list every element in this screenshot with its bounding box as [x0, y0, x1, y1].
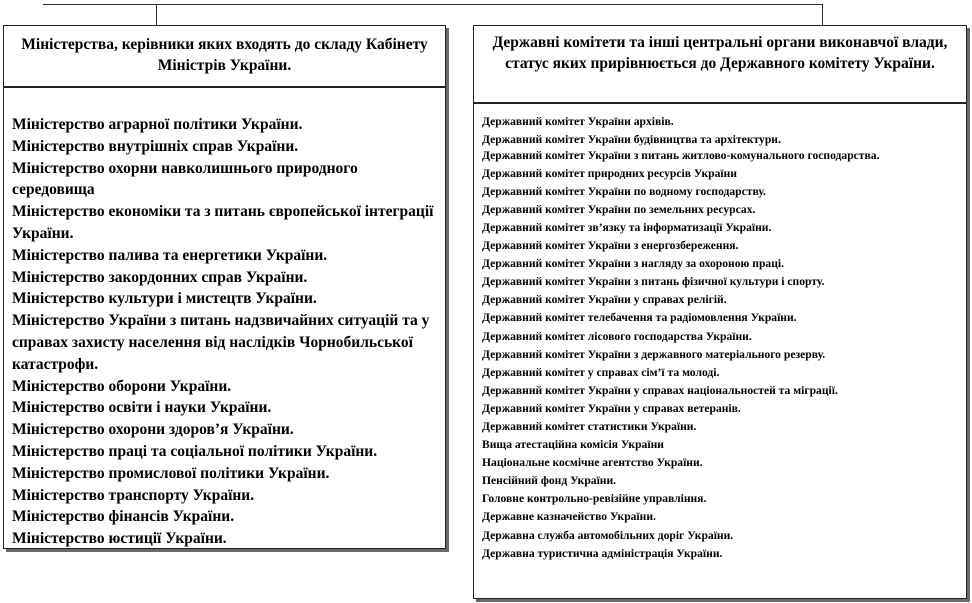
ministry-item: Міністерство аграрної політики України.: [12, 116, 303, 133]
ministries-header-box: [3, 25, 446, 87]
ministry-item: Міністерство фінансів України.: [12, 508, 235, 526]
ministry-item: Міністерство юстиції України.: [12, 530, 227, 548]
committees-header-text: Державні комітети та інші центральні органи виконавчої влади, статус яких прирівнюється до Державного комітету України.: [492, 34, 948, 72]
committee-item: Державна служба автомобільних доріг України.: [482, 528, 734, 542]
connector-line-left: [156, 4, 157, 25]
ministry-item: Міністерство культури і мистецтв України.: [12, 290, 317, 308]
committee-item: Державний комітет природних ресурсів України: [482, 166, 737, 180]
ministry-item: Міністерство оборони України.: [12, 377, 232, 395]
ministry-item: Міністерство внутрішніх справ України.: [12, 137, 299, 155]
committee-item: Державний комітет лісового господарства України.: [482, 329, 752, 343]
ministry-item: Міністерство економіки та з питань європейської інтеграції України.: [12, 203, 434, 242]
connector-line-right: [822, 4, 823, 25]
ministry-item: Міністерство охорони здоров’я України.: [12, 421, 294, 439]
committee-item: Державний комітет України з питань житлово-комунального господарства.: [482, 149, 880, 163]
committee-item: Пенсійний фонд України.: [482, 474, 617, 488]
ministry-item: Міністерство палива та енергетики України.: [12, 246, 328, 264]
committees-list-box: [473, 103, 967, 599]
committee-item: Вища атестаційна комісія України: [482, 438, 664, 452]
committee-item: Головне контрольно-ревізійне управління.: [482, 492, 707, 506]
ministry-item: Міністерство охорни навколишнього природного середовища: [12, 159, 358, 199]
connector-line-horizontal: [43, 4, 823, 5]
committees-header-box: [473, 25, 967, 103]
ministry-item: Міністерство промислової політики України.: [12, 464, 330, 482]
ministry-item: Міністерство України з питань надзвичайних ситуацій та у справах захисту населення від наслідків Чорнобильської катастрофи.: [12, 312, 430, 373]
committee-item: Державний комітет України по водному господарству.: [482, 184, 766, 198]
committee-item: Державний комітет України будівництва та архітектури.: [482, 133, 781, 147]
ministries-header-text: Міністерства, керівники яких входять до складу Кабінету Міністрів України.: [21, 36, 428, 74]
committee-item: Державний комітет України у справах ветеранів.: [482, 401, 741, 415]
committee-item: Державний комітет України архівів.: [482, 115, 674, 128]
ministries-list-box: [3, 87, 446, 549]
committee-item: Державне казначейство України.: [482, 510, 656, 524]
ministry-item: Міністерство закордонних справ України.: [12, 268, 308, 286]
committee-item: Державний комітет України з нагляду за охороною праці.: [482, 257, 784, 271]
committee-item: Державний комітет України з енергозбереження.: [482, 239, 739, 253]
ministry-item: Міністерство освіти і науки України.: [12, 399, 272, 417]
committee-item: Національне космічне агентство України.: [482, 456, 703, 470]
ministry-item: Міністерство транспорту України.: [12, 486, 255, 504]
committee-item: Державний комітет статистики України.: [482, 420, 697, 433]
committee-item: Державний комітет України з питань фізичної культури і спорту.: [482, 275, 825, 289]
committee-item: Державний комітет України у справах національностей та міграції.: [482, 383, 838, 397]
committee-item: Державна туристична адміністрація України.: [482, 546, 723, 560]
committee-item: Державний комітет України по земельних ресурсах.: [482, 202, 756, 216]
committee-item: Державний комітет у справах сім’ї та молоді.: [482, 365, 720, 379]
committee-item: Державний комітет зв’язку та інформатизації України.: [482, 220, 772, 234]
committee-item: Державний комітет України у справах релігій.: [482, 293, 727, 307]
ministry-item: Міністерство праці та соціальної політики України.: [12, 442, 378, 460]
committee-item: Державний комітет телебачення та радіомовлення України.: [482, 311, 797, 325]
committee-item: Державний комітет України з державного матеріального резерву.: [482, 347, 826, 361]
